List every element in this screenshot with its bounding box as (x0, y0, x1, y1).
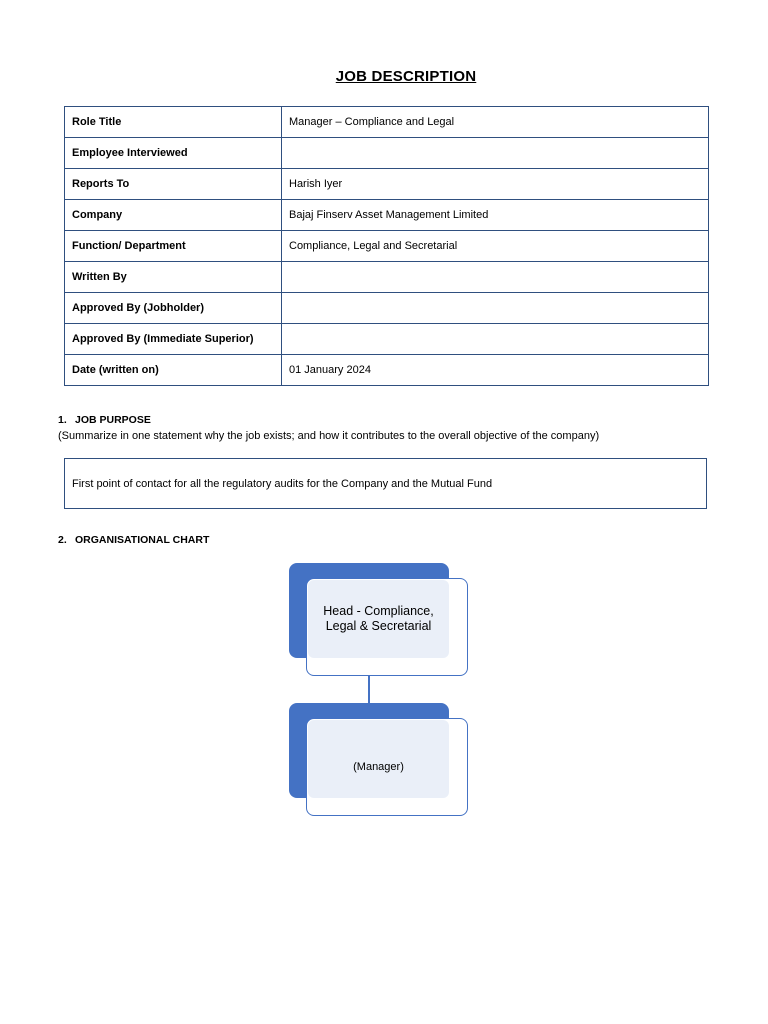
org-chart-heading (58, 534, 209, 546)
row-label: Date (written on) (65, 355, 282, 386)
page-title: JOB DESCRIPTION (335, 68, 477, 85)
table-row (65, 200, 709, 231)
table-row (65, 138, 709, 169)
table-row (65, 262, 709, 293)
row-value: Manager – Compliance and Legal (282, 107, 709, 138)
table-row (65, 231, 709, 262)
row-value (282, 262, 709, 293)
row-value (282, 293, 709, 324)
row-label: Employee Interviewed (65, 138, 282, 169)
table-row (65, 107, 709, 138)
row-value (282, 138, 709, 169)
row-label: Function/ Department (65, 231, 282, 262)
table-row (65, 169, 709, 200)
row-value: Bajaj Finserv Asset Management Limited (282, 200, 709, 231)
job-purpose-box (64, 458, 707, 509)
section-title: ORGANISATIONAL CHART (75, 534, 210, 546)
table-row (65, 324, 709, 355)
row-value: Compliance, Legal and Secretarial (282, 231, 709, 262)
section-number: 2. (58, 534, 67, 546)
row-label: Reports To (65, 169, 282, 200)
row-label: Role Title (65, 107, 282, 138)
job-info-table (64, 106, 709, 386)
org-connector-line (368, 675, 370, 703)
row-label: Approved By (Jobholder) (65, 293, 282, 324)
head-box-text: Head - Compliance, Legal & Secretarial (323, 604, 434, 633)
section-number: 1. (58, 414, 67, 426)
manager-box-label (308, 720, 449, 798)
section-title: JOB PURPOSE (75, 414, 151, 426)
row-value: Harish Iyer (282, 169, 709, 200)
table-row (65, 355, 709, 386)
job-purpose-instruction: (Summarize in one statement why the job exists; and how it contributes to the overall objective of the company) (58, 430, 600, 442)
head-box-label (308, 580, 449, 658)
row-label: Approved By (Immediate Superior) (65, 324, 282, 355)
manager-box-text: (Manager) (353, 761, 404, 773)
row-label: Written By (65, 262, 282, 293)
job-purpose-statement: First point of contact for all the regulatory audits for the Company and the Mutual Fund (72, 477, 493, 490)
row-value: 01 January 2024 (282, 355, 709, 386)
job-purpose-heading (58, 414, 151, 426)
row-label: Company (65, 200, 282, 231)
table-row (65, 293, 709, 324)
row-value (282, 324, 709, 355)
